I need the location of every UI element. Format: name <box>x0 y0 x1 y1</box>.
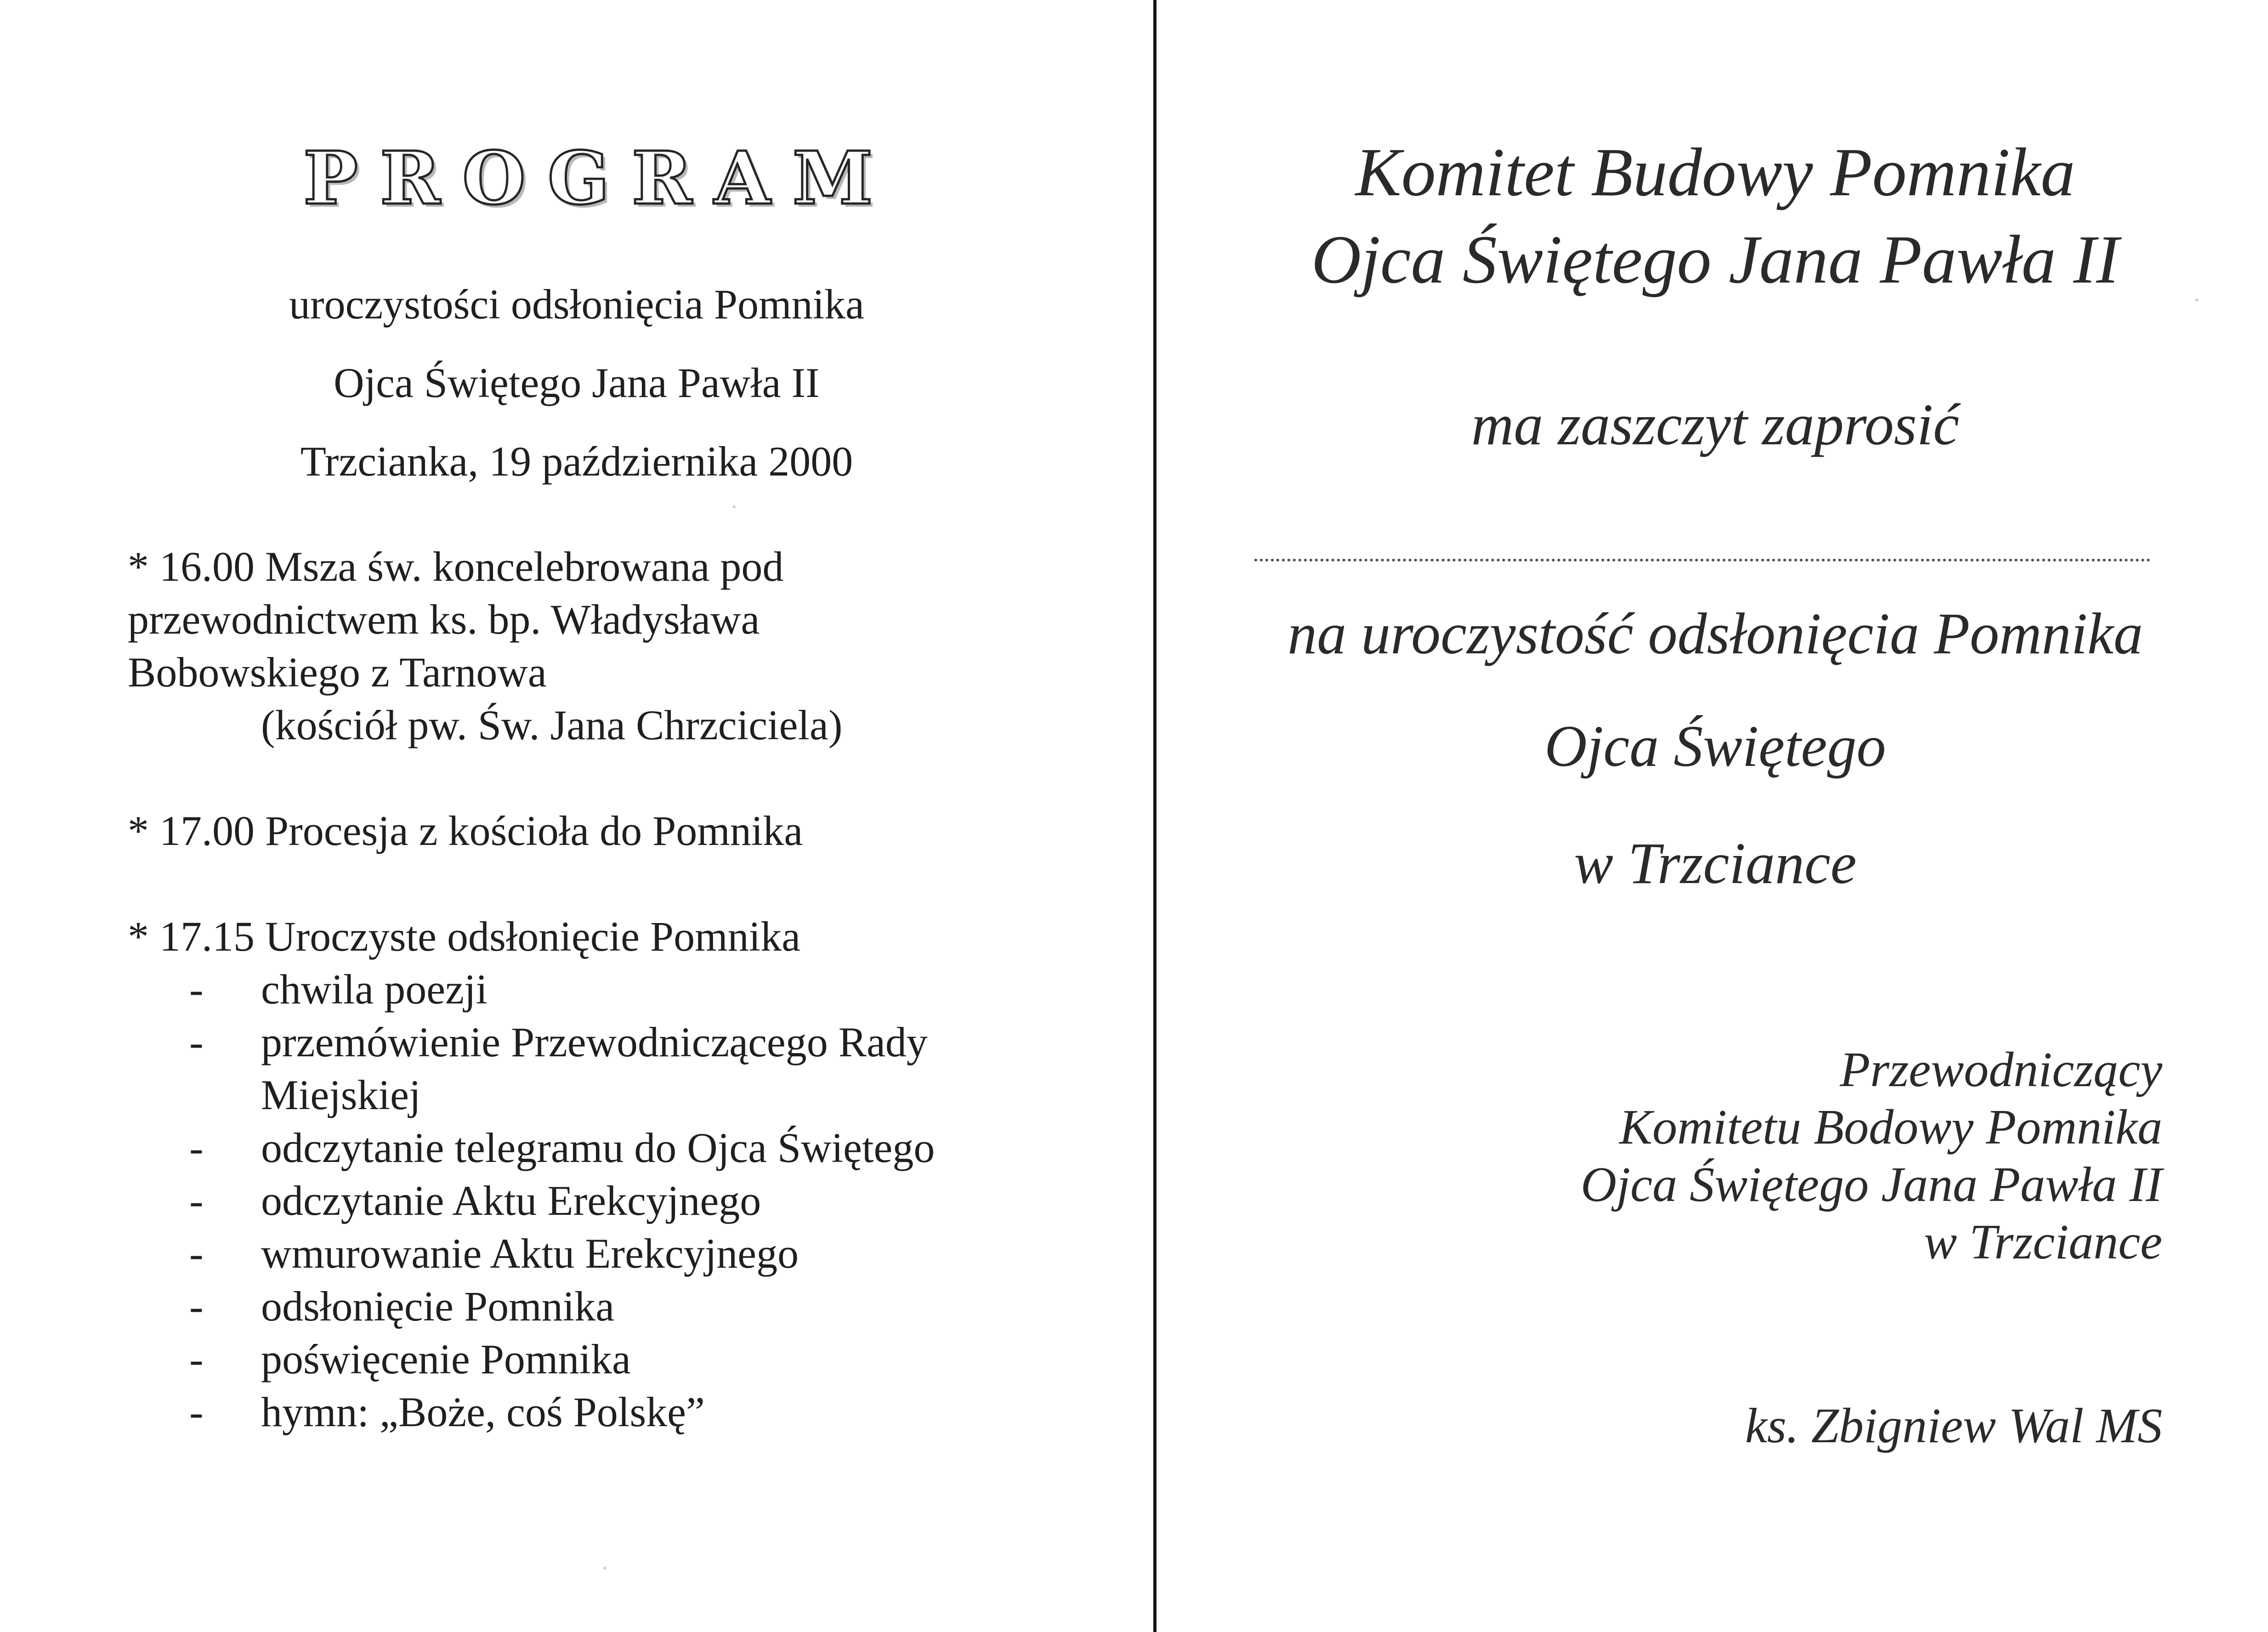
list-dash: - <box>189 1124 204 1171</box>
guest-name-blank-line <box>1254 559 2150 561</box>
signature-line-2: Komitetu Bodowy Pomnika <box>1619 1100 2162 1155</box>
signature-line-4: w Trzciance <box>1923 1215 2162 1269</box>
subtitle-line-2: Ojca Świętego Jana Pawła II <box>334 359 820 406</box>
signature-line-1: Przewodniczący <box>1840 1043 2162 1097</box>
committee-title-line-1: Komitet Budowy Pomnika <box>1355 134 2075 210</box>
subtitle-line-1: uroczystości odsłonięcia Pomnika <box>289 281 864 328</box>
sub-item-2: przemówienie Przewodniczącego Rady <box>261 1019 928 1065</box>
schedule-item-3: * 17.15 Uroczyste odsłonięcie Pomnika <box>128 913 801 960</box>
scan-speck <box>2195 299 2198 301</box>
body-line-1: na uroczystość odsłonięcia Pomnika <box>1287 601 2143 666</box>
sub-item-4: odczytanie Aktu Erekcyjnego <box>261 1177 761 1224</box>
body-line-2: Ojca Świętego <box>1544 714 1886 779</box>
body-line-3: w Trzciance <box>1574 831 1857 896</box>
list-dash: - <box>189 966 204 1013</box>
invite-line: ma zaszczyt zaprosić <box>1471 392 1959 457</box>
list-dash: - <box>189 1336 204 1383</box>
sub-item-1: chwila poezji <box>261 966 488 1013</box>
sub-item-8: hymn: „Boże, coś Polskę” <box>261 1388 705 1435</box>
scan-speck <box>603 1567 606 1570</box>
schedule-item-2: * 17.00 Procesja z kościoła do Pomnika <box>128 807 803 854</box>
sub-item-2-cont: Miejskiej <box>261 1071 421 1118</box>
committee-title-line-2: Ojca Świętego Jana Pawła II <box>1311 221 2119 298</box>
list-dash: - <box>189 1230 204 1277</box>
list-dash: - <box>189 1019 204 1065</box>
signatory-name: ks. Zbigniew Wal MS <box>1745 1399 2162 1453</box>
list-dash: - <box>189 1283 204 1330</box>
list-dash: - <box>189 1388 204 1435</box>
sub-item-7: poświęcenie Pomnika <box>261 1336 631 1383</box>
page-fold-line <box>1153 0 1157 1632</box>
sub-item-6: odsłonięcie Pomnika <box>261 1283 615 1330</box>
list-dash: - <box>189 1177 204 1224</box>
program-title: PROGRAM <box>303 136 895 221</box>
schedule-item-1-line-3: Bobowskiego z Tarnowa <box>128 649 547 696</box>
invitation-page <box>1162 0 2268 1632</box>
subtitle-line-3: Trzcianka, 19 października 2000 <box>300 438 853 485</box>
scan-speck <box>733 505 736 508</box>
schedule-item-1-line-2: przewodnictwem ks. bp. Władysława <box>128 596 760 643</box>
sub-item-5: wmurowanie Aktu Erekcyjnego <box>261 1230 799 1277</box>
schedule-item-1-note: (kościół pw. Św. Jana Chrzciciela) <box>261 702 843 748</box>
signature-line-3: Ojca Świętego Jana Pawła II <box>1581 1157 2162 1212</box>
sub-item-3: odczytanie telegramu do Ojca Świętego <box>261 1124 935 1171</box>
schedule-item-1-line-1: * 16.00 Msza św. koncelebrowana pod <box>128 543 784 590</box>
